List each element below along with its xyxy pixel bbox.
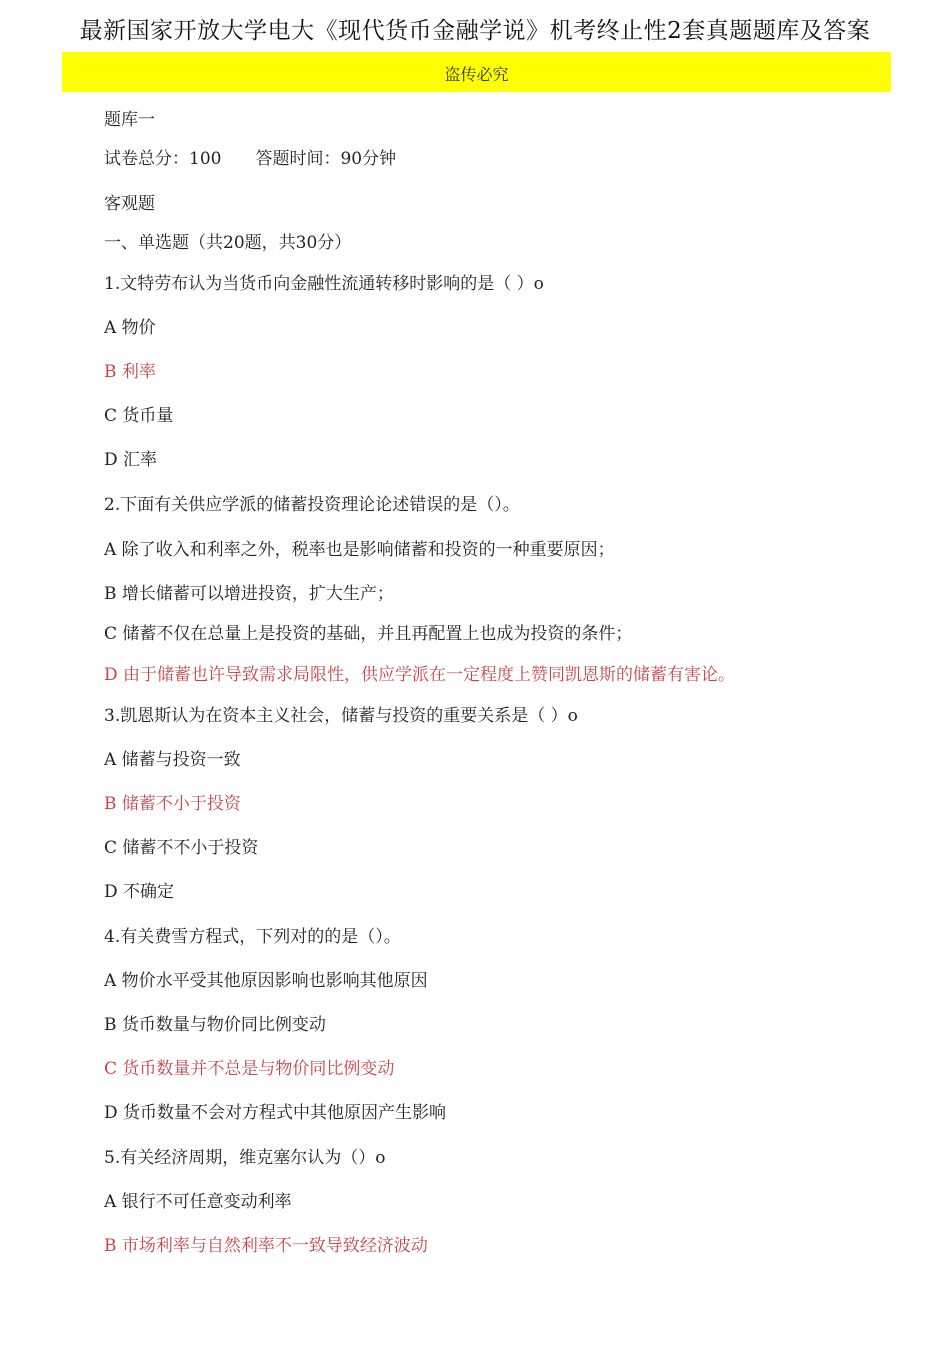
option: A 储蓄与投资一致: [104, 750, 241, 770]
option: D 不确定: [104, 882, 175, 902]
question-stem: 3.凯恩斯认为在资本主义社会，储蓄与投资的重要关系是（ ）o: [104, 706, 578, 726]
correct-option: D 由于储蓄也许导致需求局限性，供应学派在一定程度上赞同凯恩斯的储蓄有害论。: [104, 665, 736, 685]
option: B 货币数量与物价同比例变动: [104, 1015, 326, 1035]
warning-banner: 盗传必究: [62, 52, 891, 92]
correct-option: B 市场利率与自然利率不一致导致经济波动: [104, 1236, 428, 1256]
question-stem: 5.有关经济周期，维克塞尔认为（）o: [104, 1148, 386, 1168]
option: A 除了收入和利率之外，税率也是影响储蓄和投资的一种重要原因；: [104, 540, 615, 560]
objective-label: 客观题: [104, 194, 155, 214]
option: A 物价: [104, 318, 156, 338]
option: C 货币量: [104, 406, 174, 426]
total-score: 试卷总分：100: [104, 149, 222, 169]
option: D 汇率: [104, 450, 158, 470]
option: B 增长储蓄可以增进投资，扩大生产；: [104, 584, 394, 604]
option: C 储蓄不不小于投资: [104, 838, 259, 858]
correct-option: C 货币数量并不总是与物价同比例变动: [104, 1059, 395, 1079]
exam-meta: [104, 144, 396, 169]
bank-label: 题库一: [104, 110, 155, 130]
question-stem: 1.文特劳布认为当货币向金融性流通转移时影响的是（ ）o: [104, 274, 544, 294]
section-header: 一、单选题（共20题，共30分）: [104, 233, 352, 253]
question-stem: 2.下面有关供应学派的储蓄投资理论论述错误的是（）。: [104, 495, 520, 515]
document-title: 最新国家开放大学电大《现代货币金融学说》机考终止性2套真题题库及答案: [79, 18, 871, 44]
time-limit: 答题时间：90分钟: [255, 149, 397, 169]
correct-option: B 利率: [104, 362, 156, 382]
option: C 储蓄不仅在总量上是投资的基础，并且再配置上也成为投资的条件；: [104, 624, 633, 644]
question-stem: 4.有关费雪方程式，下列对的的是（）。: [104, 927, 401, 947]
option: D 货币数量不会对方程式中其他原因产生影响: [104, 1103, 447, 1123]
option: A 物价水平受其他原因影响也影响其他原因: [104, 971, 428, 991]
option: A 银行不可任意变动利率: [104, 1192, 292, 1212]
correct-option: B 储蓄不小于投资: [104, 794, 241, 814]
